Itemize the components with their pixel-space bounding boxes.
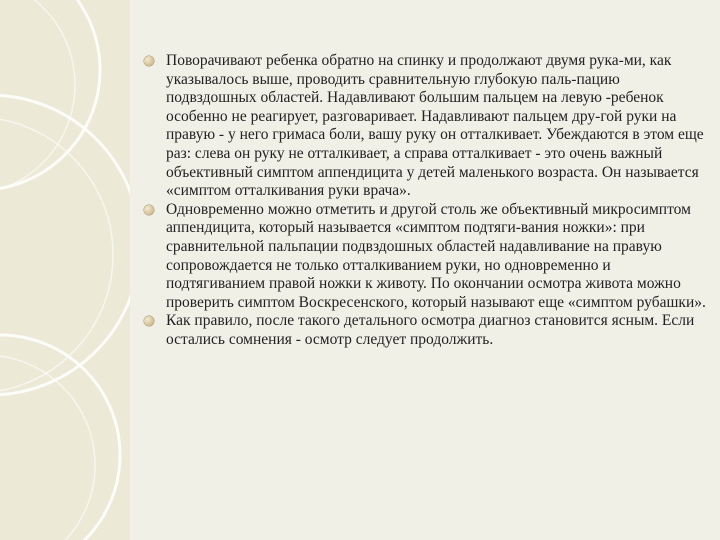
decorative-sidebar (0, 0, 138, 540)
bullet-text: Как правило, после такого детального осмотра диагноз становится ясным. Если остались сомнения - осмотр следует продолжить. (166, 312, 695, 348)
list-item (144, 201, 710, 313)
bullet-text: Одновременно можно отметить и другой столь же объективный микросимптом аппендицита, который называется «симптом подтяги-вания ножки»: при сравнительной пальпации подвздошных областей надавливание на правую сопровождается не только отталкиванием руки, но одновременно и подтягиванием правой ножки к животу. По окончании осмотра живота можно проверить симптом Воскресенского, который называют еще «симптом рубашки». (166, 200, 706, 311)
bullet-list (144, 52, 710, 350)
round-bullet-icon (144, 56, 154, 66)
bullet-text: Поворачивают ребенка обратно на спинку и продолжают двумя рука-ми, как указывалось выше, проводить сравнительную глубокую паль-пацию подвздошных областей. Надавливают большим пальцем на левую -ребенок особенно не реагирует, разговаривает. Надавливают пальцем дру-гой руки на правую - у него гримаса боли, вашу руку он отталкивает. Убеждаются в этом еще раз: слева он руку не отталкивает, а справа отталкивает - это очень важный объективный симптом аппендицита у детей маленького возраста. Он называется «симптом отталкивания руки врача». (166, 52, 704, 200)
slide-content (130, 0, 720, 540)
list-item (144, 52, 710, 201)
list-item (144, 312, 710, 349)
decorative-circles (0, 0, 138, 540)
round-bullet-icon (144, 205, 154, 215)
round-bullet-icon (144, 316, 154, 326)
